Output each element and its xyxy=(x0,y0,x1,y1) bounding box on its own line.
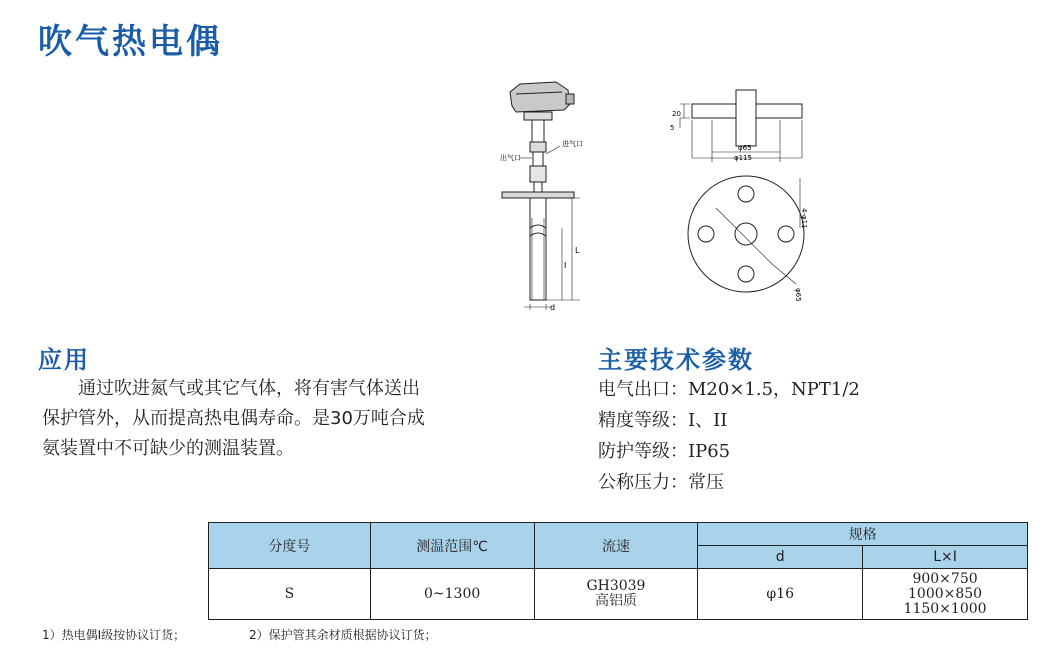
application-line: 通过吹进氮气或其它气体，将有害气体送出 xyxy=(78,378,420,399)
application-title: 应用 xyxy=(38,346,90,374)
spec-value: IP65 xyxy=(688,441,731,462)
dim-phi65-side-label: φ65 xyxy=(738,144,752,152)
page-title: 吹气热电偶 xyxy=(38,22,223,62)
header-d: d xyxy=(698,546,863,569)
spec-label: 公称压力： xyxy=(598,472,688,493)
cell-li-line: 1000×850 xyxy=(908,585,983,602)
cell-d: φ16 xyxy=(698,569,863,620)
inlet-label: 进气口 xyxy=(562,140,583,148)
dim-phi65-top-label: φ65 xyxy=(794,288,802,302)
spec-row-accuracy xyxy=(598,405,860,436)
specs-list xyxy=(598,374,860,498)
header-range: 测温范围℃ xyxy=(370,523,534,569)
spec-value: 常压 xyxy=(688,472,724,493)
header-flow: 流速 xyxy=(534,523,698,569)
thermocouple-drawing xyxy=(480,78,830,318)
spec-table xyxy=(208,522,1028,620)
application-line: 保护管外，从而提高热电偶寿命。是30万吨合成 xyxy=(42,408,425,429)
spec-value: M20×1.5，NPT1/2 xyxy=(688,379,860,400)
footnote: 1）热电偶I级按协议订货； xyxy=(42,628,186,642)
cell-flow-line: 高铝质 xyxy=(594,593,637,609)
header-spec-group: 规格 xyxy=(698,523,1028,546)
dim-i-label: I xyxy=(564,261,567,270)
spec-label: 防护等级： xyxy=(598,441,688,462)
spec-row-output xyxy=(598,374,860,405)
outlet-label: 出气口 xyxy=(500,154,521,162)
spec-value: I、II xyxy=(688,410,728,431)
cell-li xyxy=(863,569,1028,620)
spec-row-protection xyxy=(598,436,860,467)
header-type: 分度号 xyxy=(209,523,371,569)
cell-flow xyxy=(534,569,698,620)
footnotes xyxy=(42,626,497,643)
dim-d-label: d xyxy=(550,303,556,312)
cell-type: S xyxy=(209,569,371,620)
spec-label: 电气出口： xyxy=(598,379,688,400)
spec-label: 精度等级： xyxy=(598,410,688,431)
cell-flow-line: GH3039 xyxy=(586,578,646,594)
application-text xyxy=(42,374,522,464)
table-row xyxy=(209,569,1028,620)
dim-phi115-label: φ115 xyxy=(734,154,752,162)
cell-li-line: 900×750 xyxy=(912,570,978,587)
cell-li-line: 1150×1000 xyxy=(903,600,987,617)
spec-row-pressure xyxy=(598,467,860,498)
dim-holes-label: 4-φ11 xyxy=(800,208,808,229)
application-line: 氨装置中不可缺少的测温装置。 xyxy=(42,438,294,459)
footnote: 2）保护管其余材质根据协议订货； xyxy=(249,628,437,642)
dim-l-label: L xyxy=(575,246,580,255)
header-li: L×I xyxy=(863,546,1028,569)
specs-title: 主要技术参数 xyxy=(598,346,754,374)
dim-5-label: 5 xyxy=(670,124,675,132)
cell-range: 0~1300 xyxy=(370,569,534,620)
dim-20-label: 20 xyxy=(672,110,681,118)
